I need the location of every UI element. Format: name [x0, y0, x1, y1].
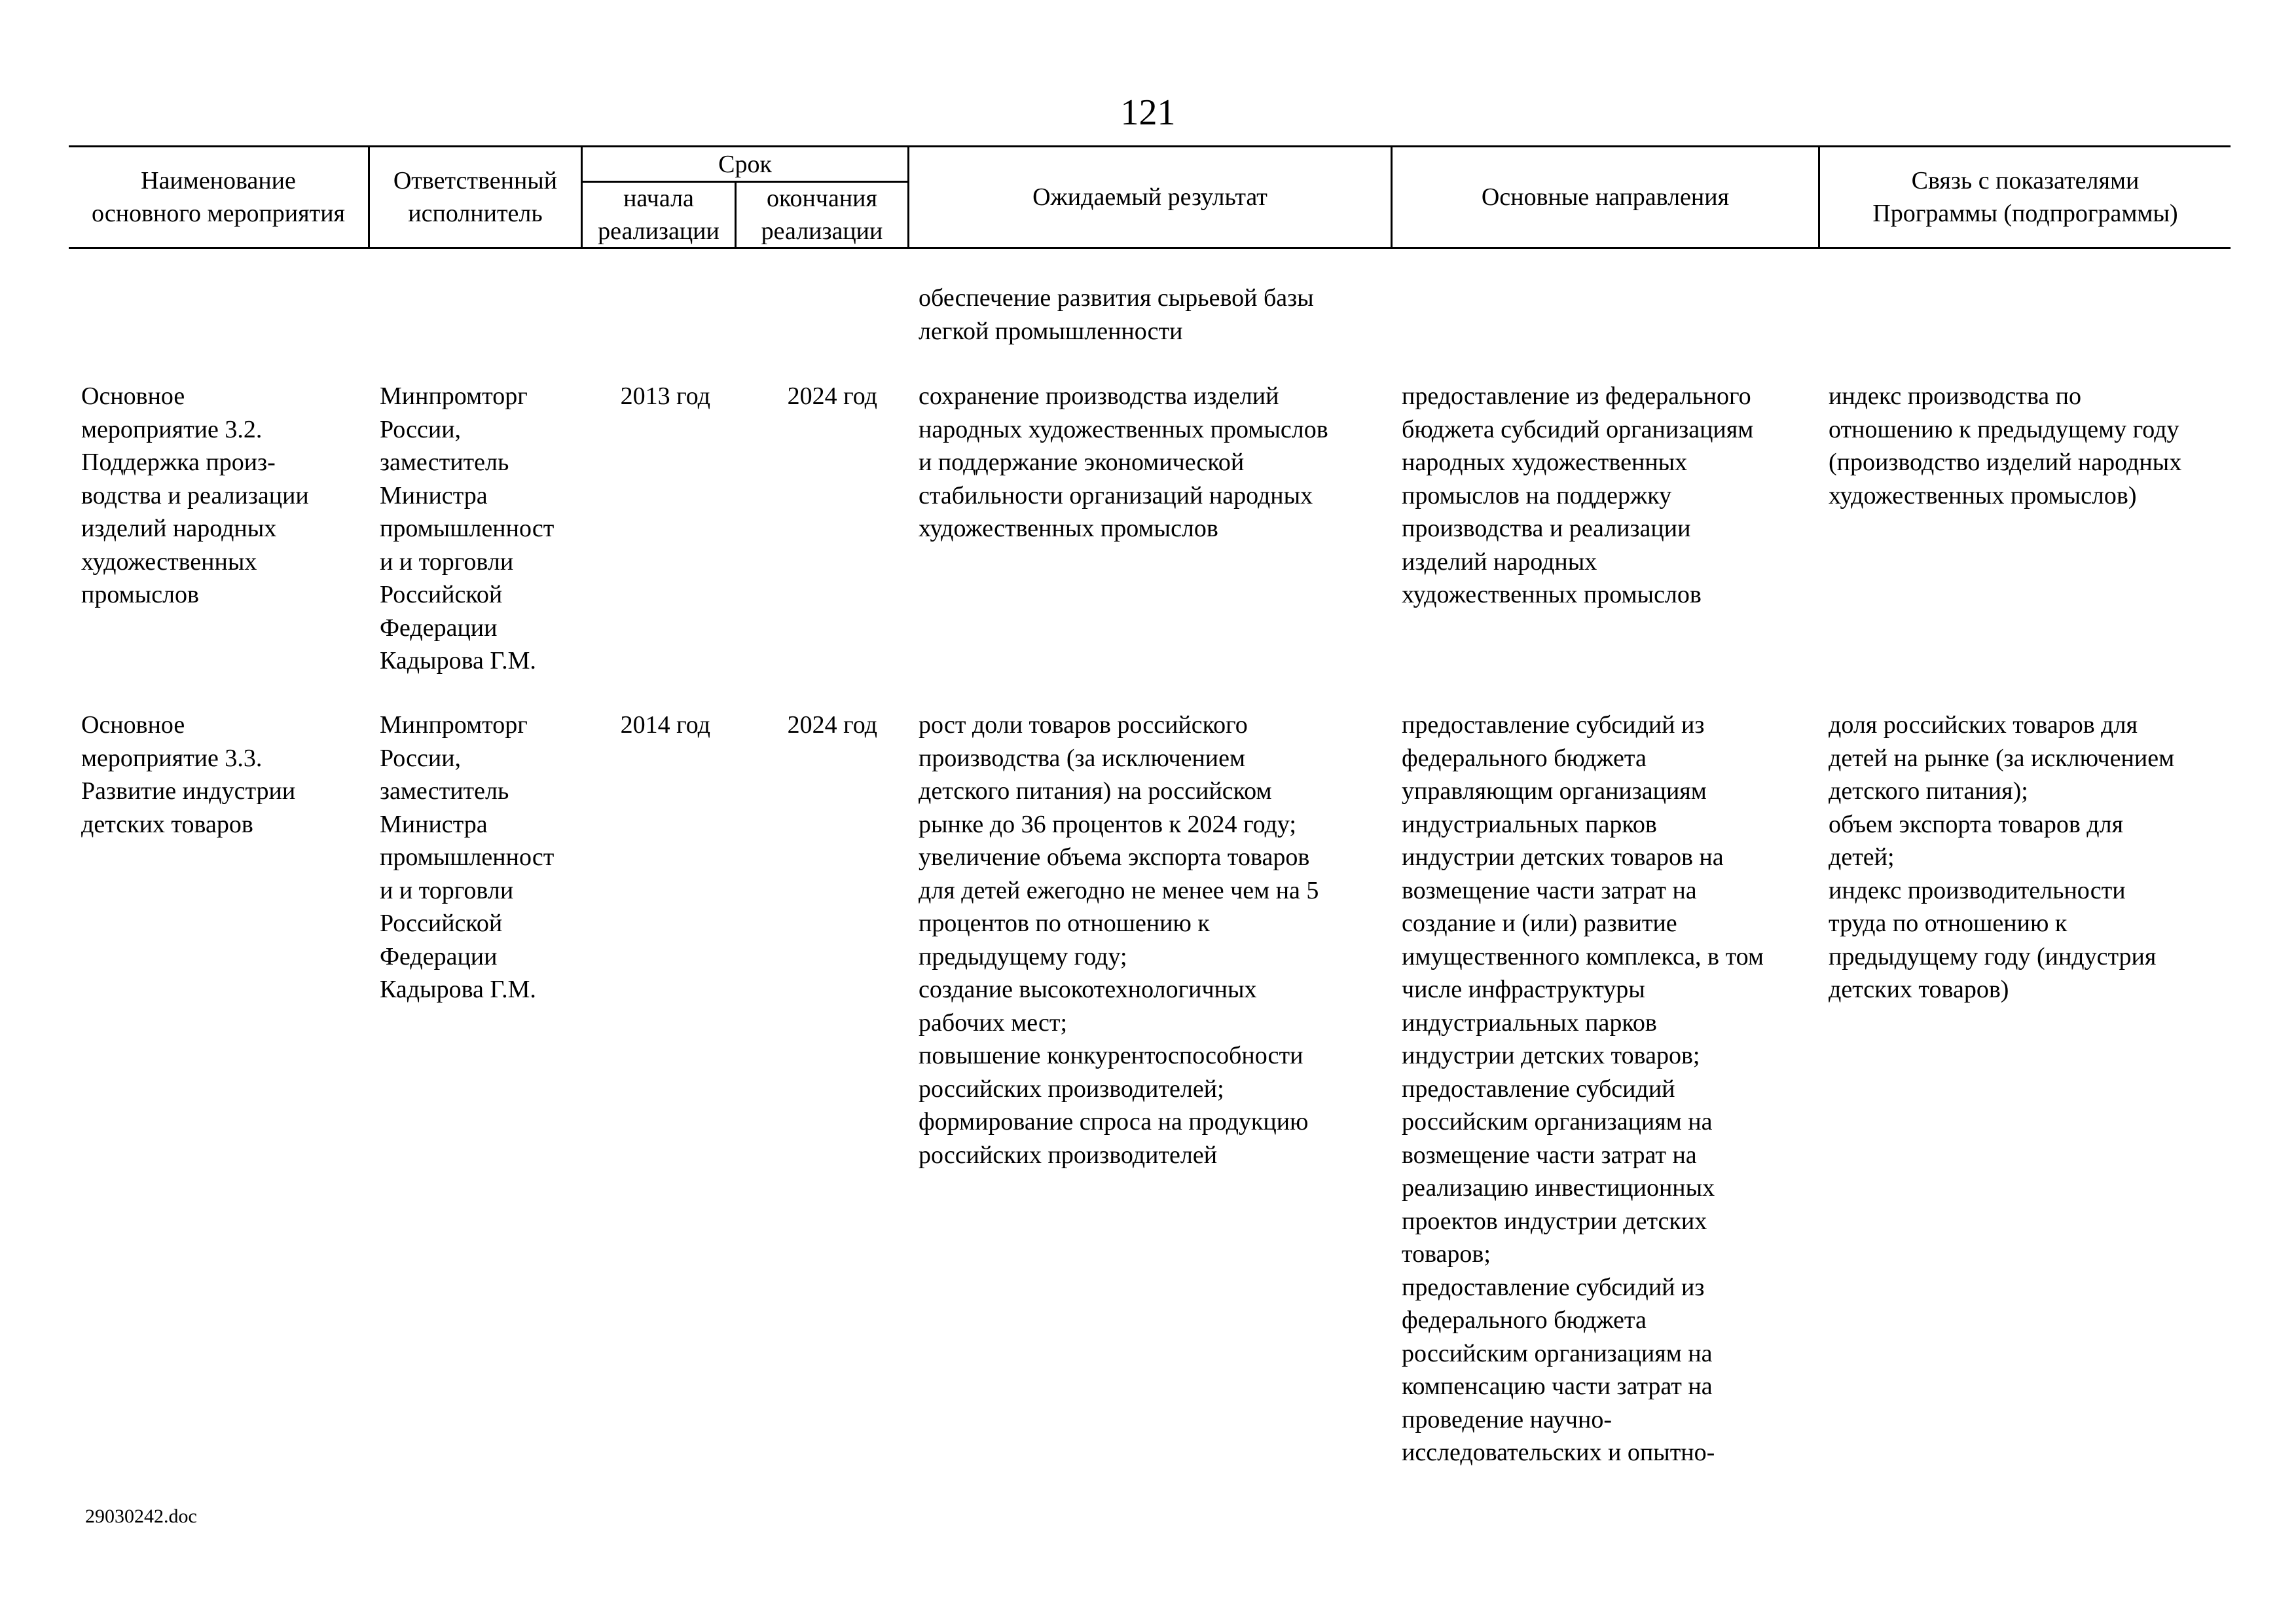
footer-filename: 29030242.doc — [85, 1505, 197, 1527]
header-term — [583, 147, 907, 181]
row-3-3-directions: предоставление субсидий из федерального бюджета управляющим организациям индустриальных парков индустрии детских товаров на возмещение части затрат на создание и (или) развитие имущественного комплекса, в том числе инфраструктуры индустриальных парков индустрии детских товаров; предоставление субсидий российским организациям на возмещение части затрат на реализацию инвестиционных проектов индустрии детских товаров; предоставление субсидий из федерального бюджета российским организациям на компенсацию части затрат на проведение научно- исследовательских и опытно- — [1402, 711, 1764, 1466]
row-3-3-name: Основное мероприятие 3.3. Развитие индустрии детских товаров — [81, 711, 296, 838]
header-start-text: начала реализации — [598, 185, 720, 245]
continuation-result: обеспечение развития сырьевой базы легкой промышленности — [919, 284, 1314, 345]
header-link — [1820, 147, 2231, 247]
header-start — [583, 183, 735, 247]
row-3-3-link: доля российских товаров для детей на рынке (за исключением детского питания); объем экспорта товаров для детей; индекс производительности труда по отношению к предыдущему году (индустрия детских товаров) — [1829, 711, 2175, 1003]
header-directions — [1393, 147, 1818, 247]
header-executor-text: Ответственный исполнитель — [393, 167, 558, 227]
header-name — [69, 147, 368, 247]
row-3-2-result: сохранение производства изделий народных художественных промыслов и поддержание экономической стабильности организаций народных художественных промыслов — [919, 382, 1328, 542]
row-3-2-executor: Минпромторг России, заместитель Министра промышленност и и торговли Российской Федерации Кадырова Г.М. — [380, 382, 555, 674]
row-3-3-result: рост доли товаров российского производства (за исключением детского питания) на российском рынке до 36 процентов к 2024 году; увеличение объема экспорта товаров для детей ежегодно не менее чем на 5 процентов по отношению к предыдущему году; создание высокотехнологичных рабочих мест; повышение конкурентоспособности российских производителей; формирование спроса на продукцию российских производителей — [919, 711, 1319, 1169]
row-3-3-end: 2024 год — [787, 711, 877, 739]
row-3-2-name: Основное мероприятие 3.2. Поддержка произ- водства и реализации изделий народных художественных промыслов — [81, 382, 309, 608]
header-term-text: Срок — [718, 150, 772, 178]
row-3-2-end: 2024 год — [787, 382, 877, 410]
header-name-text: Наименование основного мероприятия — [91, 167, 346, 227]
row-3-3-executor: Минпромторг России, заместитель Министра промышленност и и торговли Российской Федерации Кадырова Г.М. — [380, 711, 555, 1003]
header-bottom-rule — [69, 247, 2231, 249]
row-3-2-start: 2013 год — [620, 382, 710, 410]
row-3-2-directions: предоставление из федерального бюджета субсидий организациям народных художественных промыслов на поддержку производства и реализации изделий народных художественных промыслов — [1402, 382, 1754, 608]
header-end-text: окончания реализации — [761, 185, 883, 245]
header-directions-text: Основные направления — [1481, 183, 1730, 211]
header-link-text: Связь с показателями Программы (подпрограммы) — [1872, 167, 2178, 227]
header-end — [737, 183, 907, 247]
header-result — [909, 147, 1391, 247]
row-3-3-start: 2014 год — [620, 711, 710, 739]
page-number: 121 — [1120, 92, 1176, 133]
header-executor — [370, 147, 581, 247]
row-3-2-link: индекс производства по отношению к предыдущему году (производство изделий народных художественных промыслов) — [1829, 382, 2182, 509]
header-result-text: Ожидаемый результат — [1032, 183, 1267, 211]
